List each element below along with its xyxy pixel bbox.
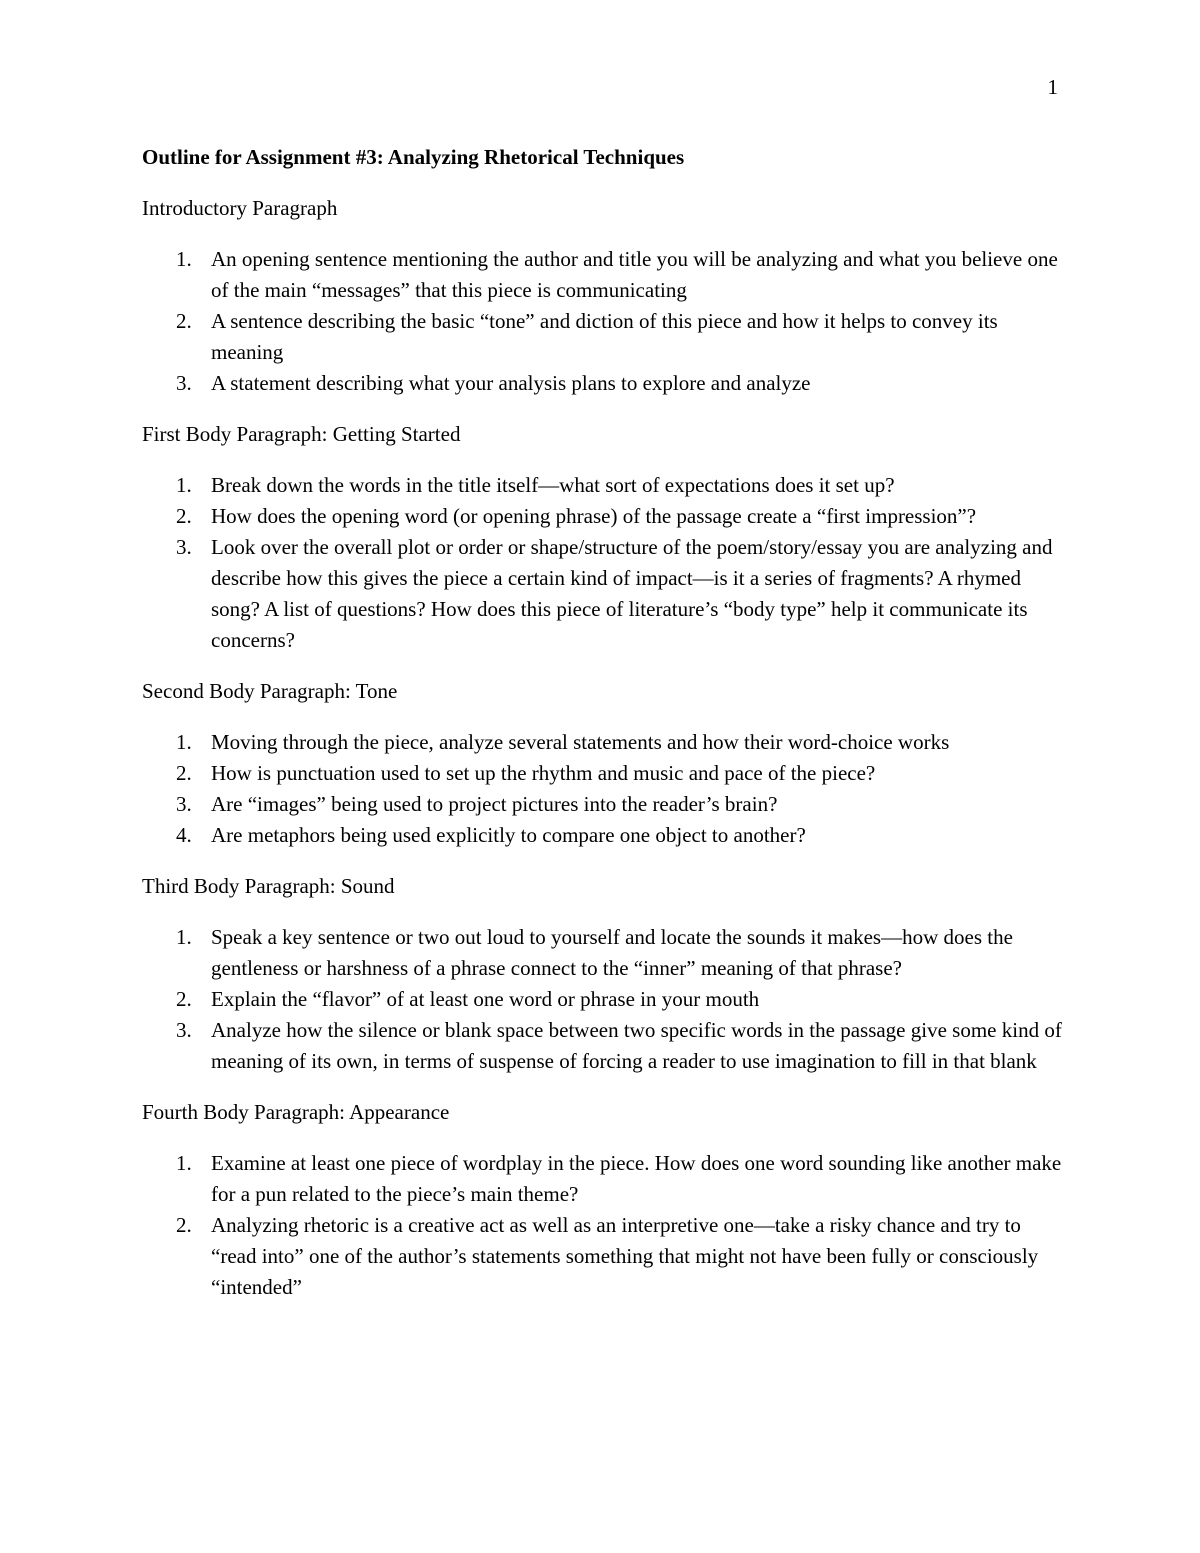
section-heading: Introductory Paragraph (142, 196, 338, 220)
numbered-list (142, 922, 1062, 1077)
list-item: 3. A statement describing what your analysis plans to explore and analyze (176, 371, 811, 395)
list-item-text: Explain the “flavor” of at least one word or phrase in your mouth (211, 987, 760, 1011)
section-second-body-paragraph (142, 676, 1062, 851)
list-item: 1. Examine at least one piece of wordplay in the piece. How does one word sounding like another make for a pun related to the piece’s main theme? (176, 1151, 1062, 1206)
list-item-text: A statement describing what your analysis plans to explore and analyze (211, 371, 811, 395)
list-item: 3. Analyze how the silence or blank space between two specific words in the passage give some kind of meaning of its own, in terms of suspense of forcing a reader to use imagination to fill in that blank (176, 1018, 1062, 1073)
numbered-list (142, 1148, 1062, 1303)
list-item: 2. Analyzing rhetoric is a creative act as well as an interpretive one—take a risky chance and try to “read into” one of the author’s statements something that might not have been fully or consciously “intended” (176, 1213, 1039, 1299)
section-fourth-body-paragraph (142, 1097, 1062, 1303)
list-item: 2. Explain the “flavor” of at least one word or phrase in your mouth (176, 987, 760, 1011)
list-item-text: How does the opening word (or opening phrase) of the passage create a “first impression”? (211, 504, 977, 528)
list-item: 4. Are metaphors being used explicitly to compare one object to another? (176, 823, 806, 847)
list-item: 2. How does the opening word (or opening phrase) of the passage create a “first impression”? (176, 504, 977, 528)
section-first-body-paragraph (142, 419, 1062, 656)
list-item: 1. Break down the words in the title itself—what sort of expectations does it set up? (176, 473, 895, 497)
section-heading: Second Body Paragraph: Tone (142, 679, 398, 703)
page-number: 1 (1047, 75, 1058, 99)
section-heading: First Body Paragraph: Getting Started (142, 422, 461, 446)
list-item: 3. Look over the overall plot or order or shape/structure of the poem/story/essay you are analyzing and describe how this gives the piece a certain kind of impact—is it a series of fragments? A rhymed song? A list of questions? How does this piece of literature’s “body type” help it communicate its concerns? (176, 535, 1053, 652)
list-item-text: Analyze how the silence or blank space between two specific words in the passage give some kind of meaning of its own, in terms of suspense of forcing a reader to use imagination to fill in that blank (211, 1018, 1062, 1073)
list-item: 2. How is punctuation used to set up the rhythm and music and pace of the piece? (176, 761, 876, 785)
document-title: Outline for Assignment #3: Analyzing Rhetorical Techniques (142, 145, 685, 169)
list-item: 3. Are “images” being used to project pictures into the reader’s brain? (176, 792, 778, 816)
section-heading: Fourth Body Paragraph: Appearance (142, 1100, 450, 1124)
list-item-text: Examine at least one piece of wordplay in the piece. How does one word sounding like another make for a pun related to the piece’s main theme? (211, 1151, 1062, 1206)
list-item: 1. Speak a key sentence or two out loud to yourself and locate the sounds it makes—how does the gentleness or harshness of a phrase connect to the “inner” meaning of that phrase? (176, 925, 1013, 980)
list-item-text: Are metaphors being used explicitly to compare one object to another? (211, 823, 806, 847)
list-item-text: Look over the overall plot or order or shape/structure of the poem/story/essay you are analyzing and describe how this gives the piece a certain kind of impact—is it a series of fragments? A rhymed song? A list of questions? How does this piece of literature’s “body type” help it communicate its concerns? (211, 535, 1053, 652)
section-introductory-paragraph (142, 193, 1062, 399)
list-item: 1. An opening sentence mentioning the author and title you will be analyzing and what you believe one of the main “messages” that this piece is communicating (176, 247, 1058, 302)
numbered-list (142, 727, 1062, 851)
numbered-list (142, 244, 1062, 399)
list-item-text: Are “images” being used to project pictures into the reader’s brain? (211, 792, 778, 816)
document-body (142, 142, 1062, 1323)
list-item-text: A sentence describing the basic “tone” and diction of this piece and how it helps to convey its meaning (211, 309, 998, 364)
section-heading: Third Body Paragraph: Sound (142, 874, 395, 898)
section-third-body-paragraph (142, 871, 1062, 1077)
numbered-list (142, 470, 1062, 656)
list-item-text: Moving through the piece, analyze several statements and how their word-choice works (211, 730, 950, 754)
list-item-text: Speak a key sentence or two out loud to yourself and locate the sounds it makes—how does the gentleness or harshness of a phrase connect to the “inner” meaning of that phrase? (211, 925, 1013, 980)
list-item-text: Analyzing rhetoric is a creative act as well as an interpretive one—take a risky chance and try to “read into” one of the author’s statements something that might not have been fully or consciously “intended” (211, 1213, 1039, 1299)
list-item-text: An opening sentence mentioning the author and title you will be analyzing and what you believe one of the main “messages” that this piece is communicating (211, 247, 1058, 302)
list-item: 1. Moving through the piece, analyze several statements and how their word-choice works (176, 730, 950, 754)
list-item: 2. A sentence describing the basic “tone” and diction of this piece and how it helps to convey its meaning (176, 309, 998, 364)
list-item-text: How is punctuation used to set up the rhythm and music and pace of the piece? (211, 761, 876, 785)
list-item-text: Break down the words in the title itself—what sort of expectations does it set up? (211, 473, 895, 497)
